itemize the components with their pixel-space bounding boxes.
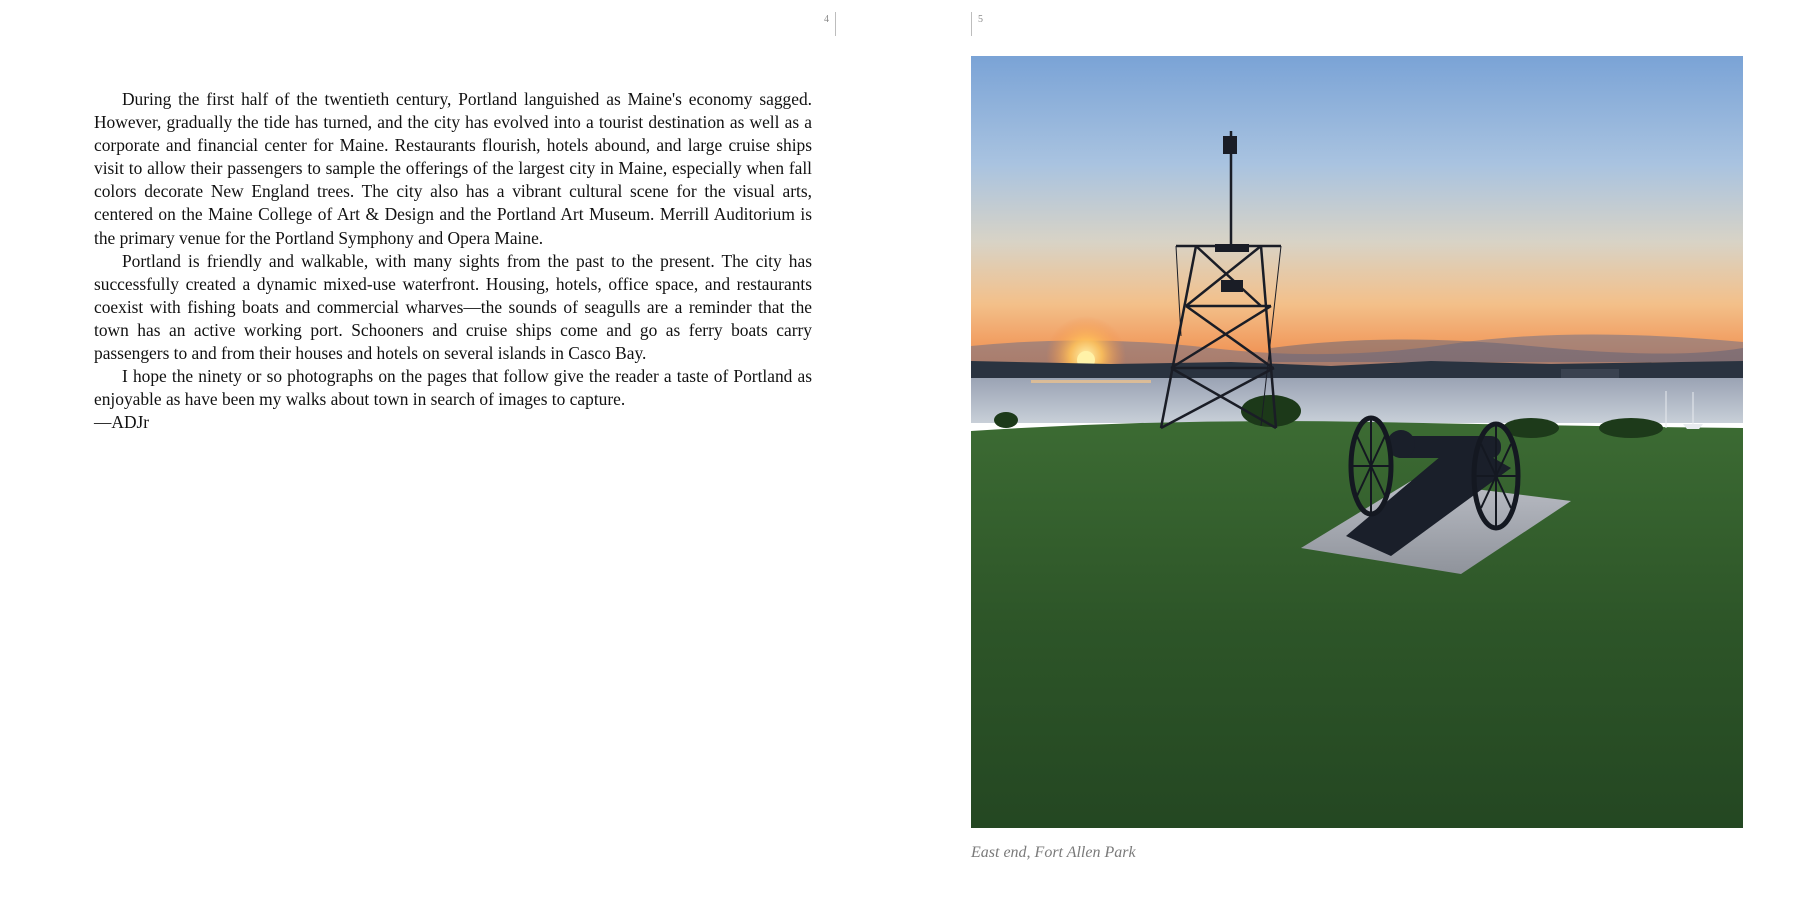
paragraph-2: Portland is friendly and walkable, with many sights from the past to the present. The city has successfully created a dynamic mixed-use waterfront. Housing, hotels, office space, and restaurants coexist with fishing boats and commercial wharves—the sounds of seagulls are a reminder that the town has an active working port. Schooners and cruise ships come and go as ferry boats carry passengers to and from their houses and hotels on several islands in Casco Bay. [94, 250, 812, 364]
right-page [900, 0, 1800, 900]
body-text [94, 88, 812, 434]
author-signature: —ADJr [94, 412, 150, 433]
photo-caption: East end, Fort Allen Park [971, 844, 1136, 861]
cannon-sunset-photo [971, 56, 1743, 828]
page-number-right: 5 [971, 12, 983, 36]
paragraph-1: During the first half of the twentieth century, Portland languished as Maine's economy sagged. However, gradually the tide has turned, and the city has evolved into a tourist destination as well as a corporate and financial center for Maine. Restaurants flourish, hotels abound, and large cruise ships visit to allow their passengers to sample the offerings of the largest city in Maine, especially when fall colors decorate New England trees. The city also has a vibrant cultural scene for the visual arts, centered on the Maine College of Art & Design and the Portland Art Museum. Merrill Auditorium is the primary venue for the Portland Symphony and Opera Maine. [94, 89, 812, 248]
page-number-left: 4 [824, 12, 836, 36]
paragraph-3: I hope the ninety or so photographs on the pages that follow give the reader a taste of Portland as enjoyable as have been my walks about town in search of images to capture. [94, 366, 812, 410]
